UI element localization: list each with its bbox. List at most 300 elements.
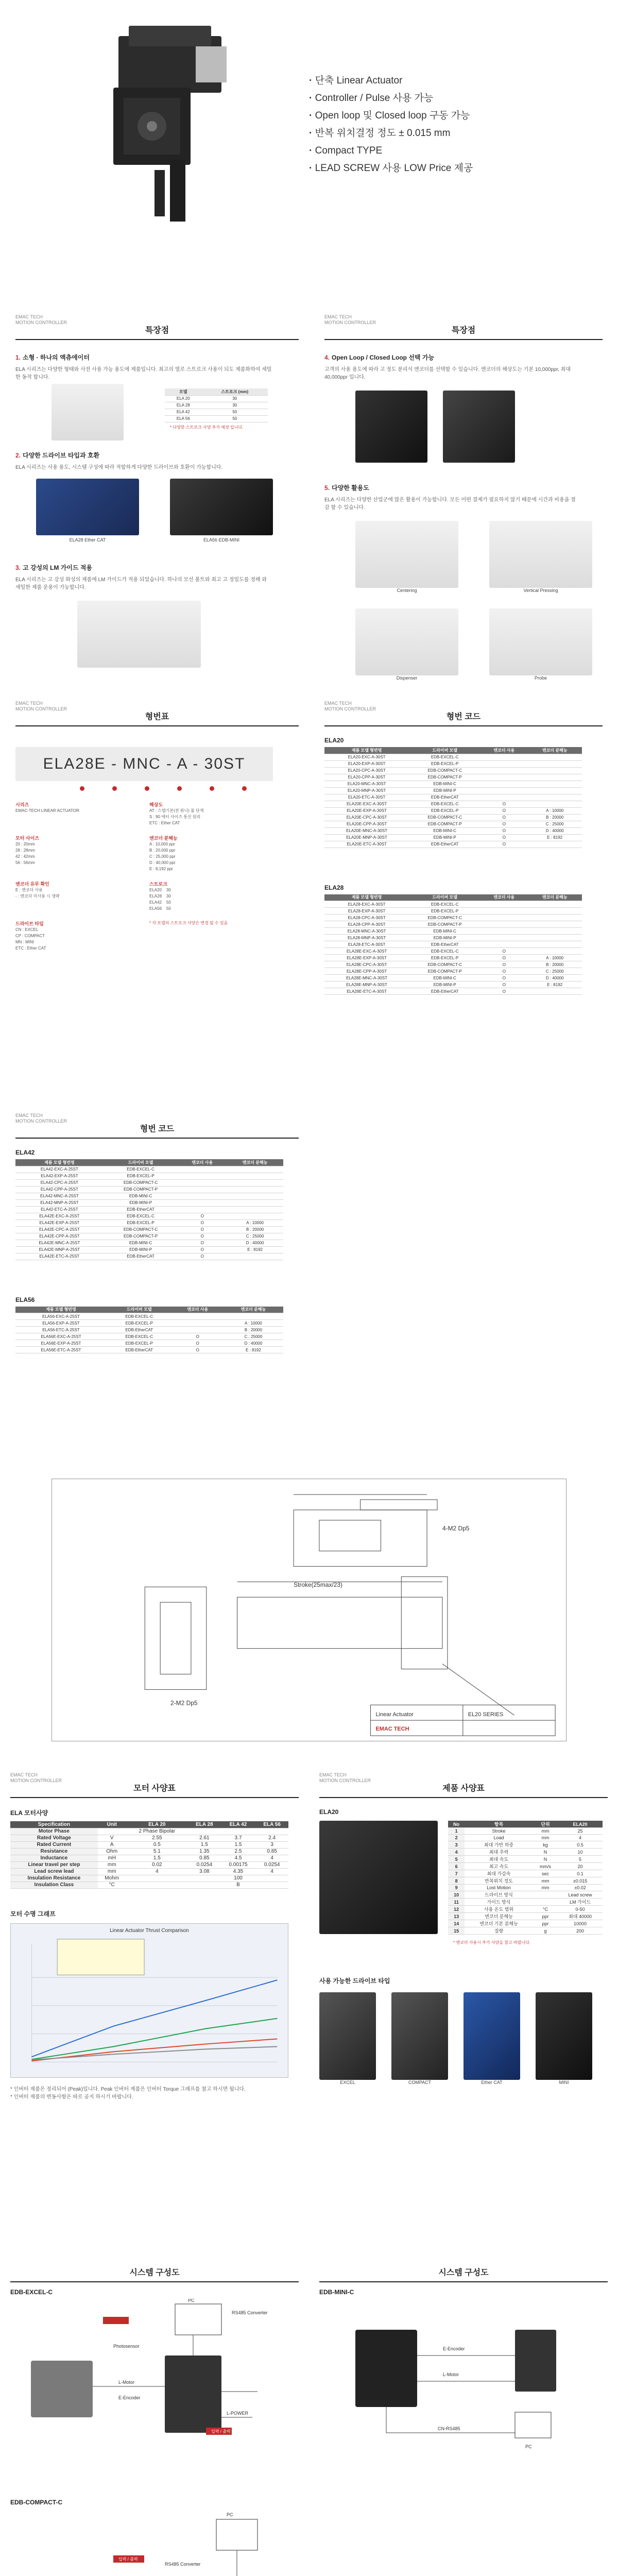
diagram-label: L-Motor xyxy=(118,2380,135,2385)
legend-note: * 각 모델의 스트로크 사양은 변경 될 수 있음 xyxy=(149,921,228,925)
td: 30 xyxy=(202,395,268,402)
table-cell: EDB-COMPACT-C xyxy=(409,914,480,921)
table-header: 드라이버 모델 xyxy=(107,1307,172,1313)
model-code-bar xyxy=(15,747,273,781)
brand-label: EMAC TECH MOTION CONTROLLER xyxy=(10,1772,62,1783)
table-cell: EDB-COMPACT-P xyxy=(104,1186,178,1193)
feature-5 xyxy=(324,483,603,681)
table-cell: EDB-EXCEL-C xyxy=(409,901,480,908)
table-row xyxy=(15,1320,283,1327)
table-cell: 14 xyxy=(448,1920,465,1927)
table-row xyxy=(324,901,582,908)
thrust-curve xyxy=(32,1980,278,2057)
table-cell xyxy=(480,781,527,787)
td: 50 xyxy=(202,409,268,415)
table-cell: kg xyxy=(533,1841,558,1849)
table-cell: Rated Current xyxy=(10,1841,98,1848)
graph-title: Linear Actuator Thrust Comparison xyxy=(110,1927,189,1934)
table-cell: ELA20-CPC-A-30ST xyxy=(324,767,409,774)
table-row xyxy=(448,1899,603,1906)
table-cell: O xyxy=(480,814,527,821)
table-cell: EDB-COMPACT-P xyxy=(409,821,480,827)
table-cell: EDB-EXCEL-C xyxy=(409,754,480,760)
table-cell: ELA28-ETC-A-30ST xyxy=(324,941,409,948)
table-row xyxy=(324,794,582,801)
table-row xyxy=(324,961,582,968)
table-cell: D : 40000 xyxy=(527,975,582,981)
system-panel-left xyxy=(10,2257,299,2456)
legend-body: 20 : 20mm 28 : 28mm 42 : 42mm 56 : 56mm xyxy=(15,842,35,865)
code-markers xyxy=(80,786,299,791)
table-row xyxy=(15,1213,283,1219)
system-diagram-excel xyxy=(10,2299,288,2453)
table-cell xyxy=(255,1882,288,1888)
table-cell: 3.08 xyxy=(188,1868,221,1875)
table-header: 드라이버 모델 xyxy=(409,894,480,901)
section-header xyxy=(10,2257,299,2282)
feature-item: · 반복 위치결정 정도 ± 0.015 mm xyxy=(309,125,597,142)
feature-1 xyxy=(15,353,299,430)
table-cell: ELA20-MNC-A-30ST xyxy=(324,781,409,787)
table-row xyxy=(324,821,582,827)
table-row xyxy=(324,914,582,921)
table-cell xyxy=(527,767,582,774)
table-cell: B : 20000 xyxy=(224,1327,283,1333)
table-cell: Linear travel per step xyxy=(10,1861,98,1868)
table-cell: mm xyxy=(98,1861,126,1868)
table-cell: 2.61 xyxy=(188,1835,221,1841)
table-cell xyxy=(527,801,582,807)
table-cell: 4.5 xyxy=(221,1855,256,1861)
driver-card xyxy=(536,1992,592,2085)
table-cell: 0-50 xyxy=(558,1906,603,1913)
table-cell: EDB-EXCEL-C xyxy=(107,1313,172,1320)
table-cell: ELA28E-EXP-A-30ST xyxy=(324,955,409,961)
table-cell: D : 40000 xyxy=(527,827,582,834)
table-cell: ELA20-CPP-A-30ST xyxy=(324,774,409,781)
table-cell: EDB-EXCEL-P xyxy=(104,1219,178,1226)
hero-section xyxy=(0,0,618,289)
table-header: 엔코더 사용 xyxy=(480,894,527,901)
table-cell: 15 xyxy=(448,1927,465,1935)
section-title: 제품 사양표 xyxy=(442,1784,485,1793)
feature-item: · LEAD SCREW 사용 LOW Price 제공 xyxy=(309,160,597,177)
legend-body: ELA20 30 ELA28 30 ELA42 50 ELA56 50 xyxy=(149,888,171,911)
table-cell: ELA20-EXP-A-30ST xyxy=(324,760,409,767)
table-header: No xyxy=(448,1821,465,1828)
caption: Dispenser xyxy=(396,675,418,681)
table-cell: 최대 가감속 xyxy=(465,1870,533,1877)
table-cell xyxy=(172,1320,224,1327)
table-cell: O xyxy=(178,1233,227,1240)
table-header: 드라이버 모델 xyxy=(104,1159,178,1166)
table-cell: EDB-MINI-C xyxy=(104,1193,178,1199)
table-header: 엔코더 분해능 xyxy=(227,1159,283,1166)
caption: Ether CAT xyxy=(481,2080,503,2085)
table-cell: 최고 속도 xyxy=(465,1863,533,1870)
table-row xyxy=(15,1219,283,1226)
section-title: 형번 코드 xyxy=(140,1125,175,1133)
table-cell: EDB-COMPACT-P xyxy=(409,774,480,781)
table-cell: ±0.02 xyxy=(558,1885,603,1891)
table-label: ELA28 xyxy=(324,884,344,891)
table-cell: 드라이브 방식 xyxy=(465,1891,533,1899)
graph-label: 모터 수명 그래프 xyxy=(10,1910,56,1918)
table-cell: EDB-EtherCAT xyxy=(409,988,480,995)
section-header xyxy=(15,1113,299,1139)
table-row xyxy=(448,1920,603,1927)
table-row xyxy=(448,1913,603,1920)
diagram-label: 입력 / 출력 xyxy=(118,2557,138,2562)
table-row xyxy=(324,760,582,767)
section-header xyxy=(15,701,299,726)
table-cell: D : 40000 xyxy=(224,1340,283,1347)
table-row xyxy=(324,921,582,928)
table-header: 엔코더 분해능 xyxy=(527,747,582,754)
spec-note: * 엔코더 사용시 추가 사양을 참고 바랍니다. xyxy=(453,1940,531,1945)
table-cell: E : 8192 xyxy=(227,1246,283,1253)
table-cell: O xyxy=(178,1240,227,1246)
table-cell: ELA28-MNP-A-30ST xyxy=(324,935,409,941)
table-cell: C : 25000 xyxy=(527,821,582,827)
table-cell: EDB-COMPACT-C xyxy=(409,814,480,821)
lm-guide-image xyxy=(77,601,201,668)
feature-num: 3. xyxy=(15,564,21,571)
table-cell: 0.85 xyxy=(188,1855,221,1861)
table-label: ELA42 xyxy=(15,1149,35,1156)
table-cell: EDB-MINI-C xyxy=(409,781,480,787)
model-code-panel xyxy=(15,701,299,952)
table-cell: 1 xyxy=(448,1828,465,1835)
table-cell: 4 xyxy=(126,1868,188,1875)
table-row xyxy=(15,1253,283,1260)
table-cell: ELA28E-MNC-A-30ST xyxy=(324,975,409,981)
table-cell: 반복위치 정도 xyxy=(465,1877,533,1885)
marker-dot xyxy=(80,786,84,791)
table-cell: 4 xyxy=(558,1835,603,1841)
legend-head: 엔코더 유무 확인 xyxy=(15,882,49,887)
table-cell: A : 10000 xyxy=(527,807,582,814)
table-cell: 2.5 xyxy=(221,1848,256,1855)
motor-image xyxy=(52,384,124,440)
table-cell: EDB-COMPACT-C xyxy=(104,1179,178,1186)
table-cell: mm xyxy=(533,1877,558,1885)
table-cell: O xyxy=(480,821,527,827)
table-cell xyxy=(533,1891,558,1899)
legend-head: 엔코더 분해능 xyxy=(149,836,178,841)
table-row xyxy=(15,1179,283,1186)
section-header xyxy=(319,2257,608,2282)
tap-dim: 2-M2 Dp5 xyxy=(170,1699,198,1707)
table-cell: ELA28-MNC-A-30ST xyxy=(324,928,409,935)
table-row xyxy=(15,1193,283,1199)
table-cell xyxy=(480,908,527,914)
table-cell: ELA56-EXP-A-25ST xyxy=(15,1320,107,1327)
table-row xyxy=(10,1875,288,1882)
table-cell: ELA28E-ETC-A-30ST xyxy=(324,988,409,995)
table-cell: EDB-EtherCAT xyxy=(409,941,480,948)
table-cell: ppr xyxy=(533,1913,558,1920)
table-cell xyxy=(527,754,582,760)
table-cell: ELA42-MNC-A-25ST xyxy=(15,1193,104,1199)
table-cell: 최대 추력 xyxy=(465,1849,533,1856)
table-cell: EDB-EtherCAT xyxy=(104,1206,178,1213)
table-cell: Inductance xyxy=(10,1855,98,1861)
tap-dim: 4-M2 Dp5 xyxy=(442,1524,470,1532)
drive-example xyxy=(170,479,273,543)
table-cell: O xyxy=(172,1340,224,1347)
table-cell: EDB-EXCEL-P xyxy=(107,1340,172,1347)
table-cell: EDB-COMPACT-P xyxy=(409,921,480,928)
table-row xyxy=(324,988,582,995)
feature-num: 4. xyxy=(324,354,330,361)
table-cell xyxy=(227,1199,283,1206)
table-cell: Motor Phase xyxy=(10,1828,98,1835)
table-cell: EDB-MINI-P xyxy=(409,834,480,841)
table-cell: O xyxy=(172,1347,224,1353)
graph-note: * 인버터 제품은 정리되어 (Peak)입니다. Peak 인버터 제품은 인버터 Torque 그래프를 참고 하시면 됩니다. xyxy=(10,2086,246,2092)
section-title: 시스템 구성도 xyxy=(129,2268,180,2277)
table-label: ELA56 xyxy=(15,1296,35,1303)
table-row xyxy=(10,1882,288,1888)
table-header: 엔코더 분해능 xyxy=(224,1307,283,1313)
table-row xyxy=(15,1186,283,1193)
table-cell: B : 20000 xyxy=(227,1226,283,1233)
code-tables-left xyxy=(15,1113,299,1353)
table-row xyxy=(324,935,582,941)
table-cell: ELA20E-MNC-A-30ST xyxy=(324,827,409,834)
table-header: Unit xyxy=(98,1821,126,1828)
diagram-label: RS485 Converter xyxy=(232,2310,268,2315)
table-cell xyxy=(533,1899,558,1906)
table-cell: EDB-MINI-P xyxy=(409,981,480,988)
section-title: 형번표 xyxy=(145,713,169,721)
table-row xyxy=(448,1877,603,1885)
code-tables-right xyxy=(324,701,603,995)
table-cell: 1.5 xyxy=(126,1855,188,1861)
table-cell: ELA42E-CPP-A-25ST xyxy=(15,1233,104,1240)
legend-head: 스트로크 xyxy=(149,882,167,887)
table-header: 엔코더 분해능 xyxy=(527,894,582,901)
system-diagram-mini xyxy=(319,2299,597,2453)
feature-4 xyxy=(324,353,603,463)
table-cell: 3.7 xyxy=(221,1835,256,1841)
table-cell: 3 xyxy=(448,1841,465,1849)
feature-num: 5. xyxy=(324,484,330,492)
table-cell: ELA42-ETC-A-25ST xyxy=(15,1206,104,1213)
table-header: ELA 56 xyxy=(255,1821,288,1828)
table-cell: 엔코더 기본 분해능 xyxy=(465,1920,533,1927)
table-cell: EDB-MINI-P xyxy=(409,935,480,941)
table-header: ELA 20 xyxy=(126,1821,188,1828)
table-cell: EDB-EtherCAT xyxy=(409,841,480,848)
table-cell: EDB-MINI-C xyxy=(409,928,480,935)
table-cell: 11 xyxy=(448,1899,465,1906)
table-cell: O xyxy=(480,841,527,848)
table-cell: EDB-MINI-P xyxy=(104,1199,178,1206)
feature-desc: ELA 시리즈는 사용 용도, 시스템 구성에 따라 적합하게 다양한 드라이브와 호환이 가능합니다. xyxy=(15,464,223,470)
table-cell: O xyxy=(480,834,527,841)
caption: ELA56 EDB-MINI xyxy=(203,537,240,543)
table-cell: ELA28-EXC-A-30ST xyxy=(324,901,409,908)
caption: EXCEL xyxy=(340,2080,355,2085)
table-cell xyxy=(527,774,582,781)
table-cell xyxy=(527,901,582,908)
table-cell: 1.35 xyxy=(188,1848,221,1855)
th: 스트로크 (mm) xyxy=(202,388,268,395)
section-title: 형번 코드 xyxy=(446,713,481,721)
table-cell: 13 xyxy=(448,1913,465,1920)
table-header: 엔코더 사용 xyxy=(172,1307,224,1313)
table-cell: Lead screw lead xyxy=(10,1868,98,1875)
table-header: 제품 모델 형번명 xyxy=(324,894,409,901)
table-cell xyxy=(480,921,527,928)
thrust-curve xyxy=(32,2018,278,2059)
table-header: ELA 42 xyxy=(221,1821,256,1828)
table-cell: EDB-EXCEL-C xyxy=(104,1166,178,1173)
feature-title: Open Loop / Closed Loop 선택 가능 xyxy=(332,354,435,361)
table-cell: ELA42E-MNC-A-25ST xyxy=(15,1240,104,1246)
feature-title: 다양한 드라이브 타입과 호환 xyxy=(23,451,100,459)
table-row xyxy=(324,948,582,955)
table-cell: ELA42-CPC-A-25ST xyxy=(15,1179,104,1186)
table-cell: Stroke xyxy=(465,1828,533,1835)
table-header: 제품 모델 형번명 xyxy=(15,1307,107,1313)
table-row xyxy=(15,1333,283,1340)
table-cell: O xyxy=(178,1226,227,1233)
table-cell: Insulation Resistance xyxy=(10,1875,98,1882)
table-cell: EDB-COMPACT-C xyxy=(409,767,480,774)
table-cell xyxy=(227,1253,283,1260)
table-cell: ELA42E-EXP-A-25ST xyxy=(15,1219,104,1226)
table-cell xyxy=(178,1193,227,1199)
table-row xyxy=(448,1927,603,1935)
table-cell: ELA20E-MNP-A-30ST xyxy=(324,834,409,841)
table-header: 제품 모델 형번명 xyxy=(324,747,409,754)
table-cell: 3 xyxy=(255,1841,288,1848)
table-row xyxy=(324,767,582,774)
table-cell: 0.02 xyxy=(126,1861,188,1868)
table-cell: 5 xyxy=(448,1856,465,1863)
table-cell: O xyxy=(480,807,527,814)
diagram-label: E-Encoder xyxy=(443,2346,465,2351)
section-header xyxy=(15,314,299,340)
table-cell: EDB-EXCEL-C xyxy=(104,1213,178,1219)
table-cell xyxy=(178,1206,227,1213)
table-cell: EDB-EXCEL-P xyxy=(409,955,480,961)
feature-3 xyxy=(15,563,299,668)
table-row xyxy=(448,1906,603,1913)
table-row xyxy=(10,1855,288,1861)
table-row xyxy=(15,1327,283,1333)
table-cell: ELA20-ETC-A-30ST xyxy=(324,794,409,801)
section-header xyxy=(319,1772,608,1798)
table-row xyxy=(324,908,582,914)
table-cell: 4 xyxy=(255,1855,288,1861)
feature-desc: 고객의 사용 용도에 따라 고 정도 분리식 엔코더를 선택할 수 있습니다. 엔코더의 해상도는 기본 10,000ppr, 최대 40,000ppr 입니다. xyxy=(324,367,571,380)
table-row xyxy=(448,1885,603,1891)
legend-head: 드라이브 타입 xyxy=(15,921,44,926)
table-cell xyxy=(527,914,582,921)
table-header: 엔코더 사용 xyxy=(480,747,527,754)
stroke-note: * 다양한 스트로크 사양 추가 예정 입니다. xyxy=(170,425,244,430)
table-cell: EDB-EXCEL-P xyxy=(104,1173,178,1179)
table-cell: O xyxy=(480,801,527,807)
table-cell xyxy=(480,787,527,794)
table-cell: °C xyxy=(98,1882,126,1888)
table-row xyxy=(15,1313,283,1320)
table-cell: E : 8192 xyxy=(527,834,582,841)
table-cell: EDB-EXCEL-C xyxy=(409,801,480,807)
table-row xyxy=(324,955,582,961)
table-cell xyxy=(480,914,527,921)
table-cell xyxy=(178,1179,227,1186)
table-cell xyxy=(527,760,582,767)
table-cell: C : 25000 xyxy=(227,1233,283,1240)
code-legend xyxy=(15,801,299,952)
table-cell: 10 xyxy=(448,1891,465,1899)
table-row xyxy=(10,1841,288,1848)
feature-list xyxy=(309,72,597,177)
table-cell: Rated Voltage xyxy=(10,1835,98,1841)
table-cell: mm xyxy=(98,1868,126,1875)
table-row xyxy=(15,1240,283,1246)
table-cell xyxy=(480,794,527,801)
table-cell: ELA20E-EXP-A-30ST xyxy=(324,807,409,814)
graph-note: * 인버터 제품의 변동사항은 따로 공지 하시기 바랍니다. xyxy=(10,2094,133,2100)
caption: ELA28 Ether CAT xyxy=(69,537,106,543)
table-cell: 1.5 xyxy=(188,1841,221,1848)
marker-dot xyxy=(242,786,247,791)
section-header xyxy=(10,1772,299,1798)
table-row xyxy=(324,801,582,807)
table-header: ELA 28 xyxy=(188,1821,221,1828)
table-cell: ELA20E-CPP-A-30ST xyxy=(324,821,409,827)
table-row xyxy=(15,1166,283,1173)
table-row xyxy=(15,1246,283,1253)
table-cell: EDB-COMPACT-C xyxy=(409,961,480,968)
table-cell: g xyxy=(533,1927,558,1935)
brand-label: EMAC TECH MOTION CONTROLLER xyxy=(319,1772,371,1783)
caption: Probe xyxy=(534,675,547,681)
table-cell: ELA20-MNP-A-30ST xyxy=(324,787,409,794)
table-cell: EDB-MINI-C xyxy=(409,975,480,981)
table-cell xyxy=(480,901,527,908)
driver-card xyxy=(391,1992,448,2085)
legend-body: EMAC-TECH LINEAR ACTUATOR xyxy=(15,808,79,813)
table-cell xyxy=(527,787,582,794)
system-label: EDB-COMPACT-C xyxy=(10,2499,63,2506)
table-cell: B : 20000 xyxy=(527,814,582,821)
use-case xyxy=(355,521,458,593)
table-cell xyxy=(227,1186,283,1193)
brand-label: EMAC TECH MOTION CONTROLLER xyxy=(15,701,67,711)
table-header: 단위 xyxy=(533,1821,558,1828)
code-table-ela42 xyxy=(15,1159,283,1260)
system-panel-bottom xyxy=(10,2499,299,2576)
table-row xyxy=(324,827,582,834)
table-cell: ELA56E-EXC-A-25ST xyxy=(15,1333,107,1340)
table-cell: O xyxy=(480,955,527,961)
td: ELA 42 xyxy=(165,409,202,415)
table-cell xyxy=(227,1173,283,1179)
table-cell: 1.5 xyxy=(221,1841,256,1848)
table-row xyxy=(10,1835,288,1841)
features-panel-right xyxy=(324,314,603,681)
table-cell: EDB-EXCEL-C xyxy=(107,1333,172,1340)
encoder-image xyxy=(355,391,427,463)
table-cell: Load xyxy=(465,1835,533,1841)
